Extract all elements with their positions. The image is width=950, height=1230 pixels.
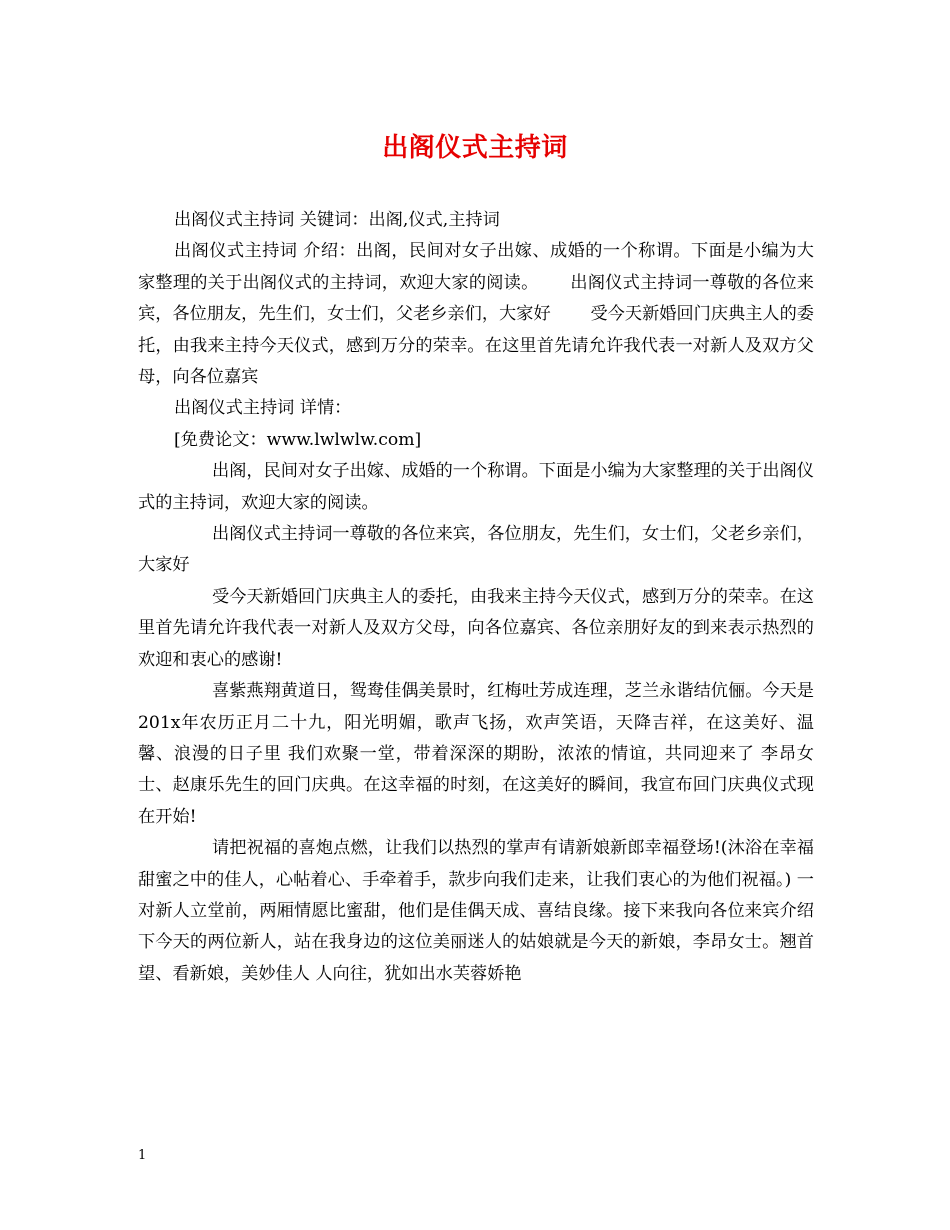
body-paragraph: 受今天新婚回门庆典主人的委托，由我来主持今天仪式，感到万分的荣幸。在这里首先请允许我代表一对新人及双方父母，向各位嘉宾、各位亲朋好友的到来表示热烈的欢迎和衷心的感谢!	[138, 586, 814, 670]
keywords-paragraph: 出阁仪式主持词 关键词：出阁,仪式,主持词	[174, 210, 500, 230]
body-paragraph: 出阁，民间对女子出嫁、成婚的一个称谓。下面是小编为大家整理的关于出阁仪式的主持词，欢迎大家的阅读。	[138, 461, 814, 513]
body-paragraph: 请把祝福的喜炮点燃，让我们以热烈的掌声有请新娘新郎幸福登场!(沐浴在幸福甜蜜之中的佳人，心帖着心、手牵着手，款步向我们走来，让我们衷心的为他们祝福。) 一对新人立堂前，两厢情愿比蜜甜，他们是佳偶天成、喜结良缘。接下来我向各位来宾介绍下今天的两位新人，站在我身边的这位美丽迷人的姑娘就是今天的新娘，李昂女士。翘首望、看新娘，美妙佳人 人向往，犹如出水芙蓉娇艳	[138, 838, 814, 984]
page-number: 1	[138, 1148, 147, 1163]
details-heading: 出阁仪式主持词 详情：	[174, 398, 352, 419]
document-body	[138, 205, 814, 990]
body-paragraph: 喜紫燕翔黄道日，鸳鸯佳偶美景时，红梅吐芳成连理，芝兰永谐结伉俪。今天是201x年农历正月二十九，阳光明媚，歌声飞扬，欢声笑语，天降吉祥，在这美好、温馨、浪漫的日子里 我们欢聚一堂，带着深深的期盼，浓浓的情谊，共同迎来了 李昂女士、赵康乐先生的回门庆典。在这幸福的时刻，在这美好的瞬间，我宣布回门庆典仪式现在开始!	[138, 681, 814, 827]
source-link[interactable]: [免费论文：www.lwlwlw.com]	[174, 429, 422, 450]
page-title: 出阁仪式主持词	[382, 133, 568, 163]
body-paragraph: 出阁仪式主持词一尊敬的各位来宾，各位朋友，先生们，女士们，父老乡亲们，大家好	[138, 524, 814, 576]
intro-paragraph: 出阁仪式主持词 介绍：出阁，民间对女子出嫁、成婚的一个称谓。下面是小编为大家整理的关于出阁仪式的主持词，欢迎大家的阅读。 出阁仪式主持词一尊敬的各位来宾，各位朋友，先生们，女士们，父老乡亲们，大家好 受今天新婚回门庆典主人的委托，由我来主持今天仪式，感到万分的荣幸。在这里首先请允许我代表一对新人及双方父母，向各位嘉宾	[138, 241, 814, 388]
